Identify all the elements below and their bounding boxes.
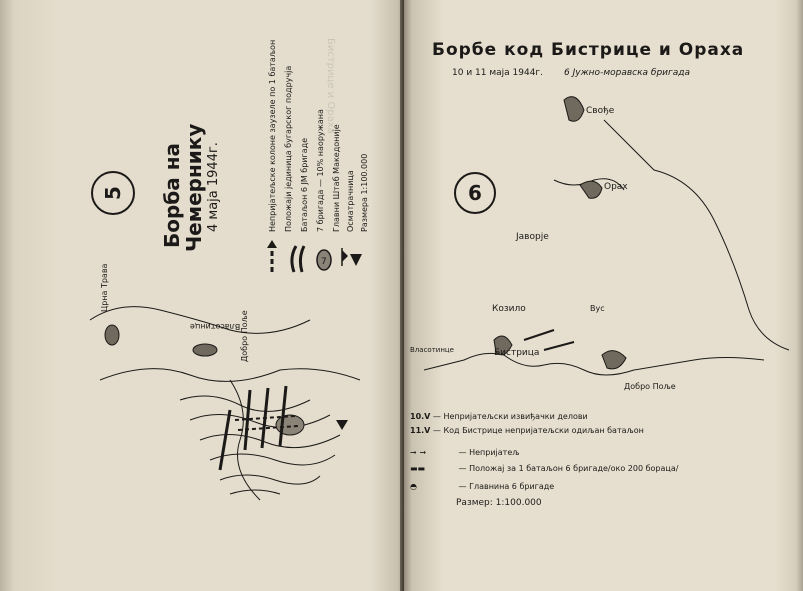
legend-text-4: — Положај за 1 батаљон 6 бригаде/око 200 бораца/ [458, 464, 679, 473]
legend-key-1: 10.V [410, 412, 431, 421]
legend-row-1 [410, 412, 800, 426]
map-number: 5 [100, 186, 125, 200]
orah-blob [580, 181, 602, 198]
right-page [404, 0, 803, 591]
svg-text:7: 7 [321, 257, 327, 267]
border-line [604, 120, 789, 350]
legend-icons [256, 240, 366, 276]
place-bistrica: Бистрица [494, 348, 540, 358]
legend-text-6: Размер: 1:100.000 [456, 498, 542, 508]
legend-text-1: — Непријатељски извиђачки делови [432, 412, 588, 421]
map-number-circle [91, 171, 135, 215]
enemy-arrows-icon: ➞ ➞ [410, 448, 427, 457]
date-label: 4 маја 1944г. [206, 142, 221, 232]
legend [410, 412, 800, 514]
subtitle-date: 10 и 11 маја 1944г. [452, 68, 544, 78]
dobro-polje-blob [602, 351, 626, 369]
svg-text:Бистрице и Ораха: Бистрице и Ораха [325, 38, 336, 134]
map-chemernik [80, 280, 380, 530]
legend-text-5: — Главнина 6 бригаде [458, 482, 555, 491]
legend-text-5: Главни Штаб Македоније [332, 124, 341, 232]
legend-text-1: Непријатељске колоне заузеле по 1 батаљон [268, 39, 277, 232]
legend-row-4 [410, 464, 800, 482]
legend-text-3: — Непријатељ [458, 448, 520, 457]
curved-arrows-icon [292, 246, 304, 272]
place-crna-trava: Црна Трава [100, 263, 109, 312]
road-line [100, 369, 360, 382]
crna-trava-blob [105, 325, 119, 345]
title-line-1: Борба на [160, 142, 184, 248]
legend-row-2 [410, 426, 800, 448]
legend-key-2: 11.V [410, 426, 431, 435]
blob-icon: ◓ [410, 482, 417, 491]
legend-text-2: Положаји јединица бугарског подручја [284, 65, 293, 232]
legend-row-6 [410, 498, 800, 514]
dashed-arrow-icon [267, 240, 277, 272]
legend-text-4: 7 бригада — 10% наоружана [316, 109, 325, 232]
place-kozilo: Козило [492, 304, 526, 314]
triangle-icon [350, 254, 362, 266]
place-javorje: Јаворје [516, 232, 549, 242]
enemy-arrows [524, 330, 574, 350]
legend-row-3 [410, 448, 800, 464]
map-number: 6 [468, 181, 482, 205]
legend-row-5 [410, 482, 800, 498]
map-bistrica-orah [404, 80, 803, 410]
place-svodje: Свође [586, 106, 615, 116]
legend-text-6: Осматрачница [346, 170, 355, 232]
place-orah: Орах [604, 182, 628, 192]
hatched-position-icon: ▬▬ [410, 464, 426, 473]
place-dobro-pole: Добро Поље [240, 310, 249, 362]
bleed-through [318, 18, 384, 148]
river-line [424, 353, 764, 375]
village-blob [193, 344, 217, 356]
map-title: Борбе код Бистрице и Ораха [432, 40, 745, 60]
legend-text-2: — Код Бистрице непријатељски одиљан батаљон [432, 426, 644, 435]
legend-text-3: Батаљон 6 ЈМ бригаде [300, 137, 309, 232]
legend-text-7: Размера 1:100.000 [360, 153, 369, 232]
svodje-blob [564, 97, 584, 122]
flag-icon [342, 248, 348, 266]
place-dobro-polje: Добро Поље [624, 382, 676, 391]
subtitle-brigade: 6 Јужно-моравска бригада [564, 68, 690, 78]
title-line-2: Чемернику [182, 123, 206, 252]
place-vus: Вус [590, 304, 605, 313]
circled-seven-icon [317, 250, 331, 270]
place-vlasotince: Власотинце [410, 346, 454, 354]
place-vlasotince: Власотинце [190, 322, 241, 331]
observation-post [336, 420, 348, 430]
